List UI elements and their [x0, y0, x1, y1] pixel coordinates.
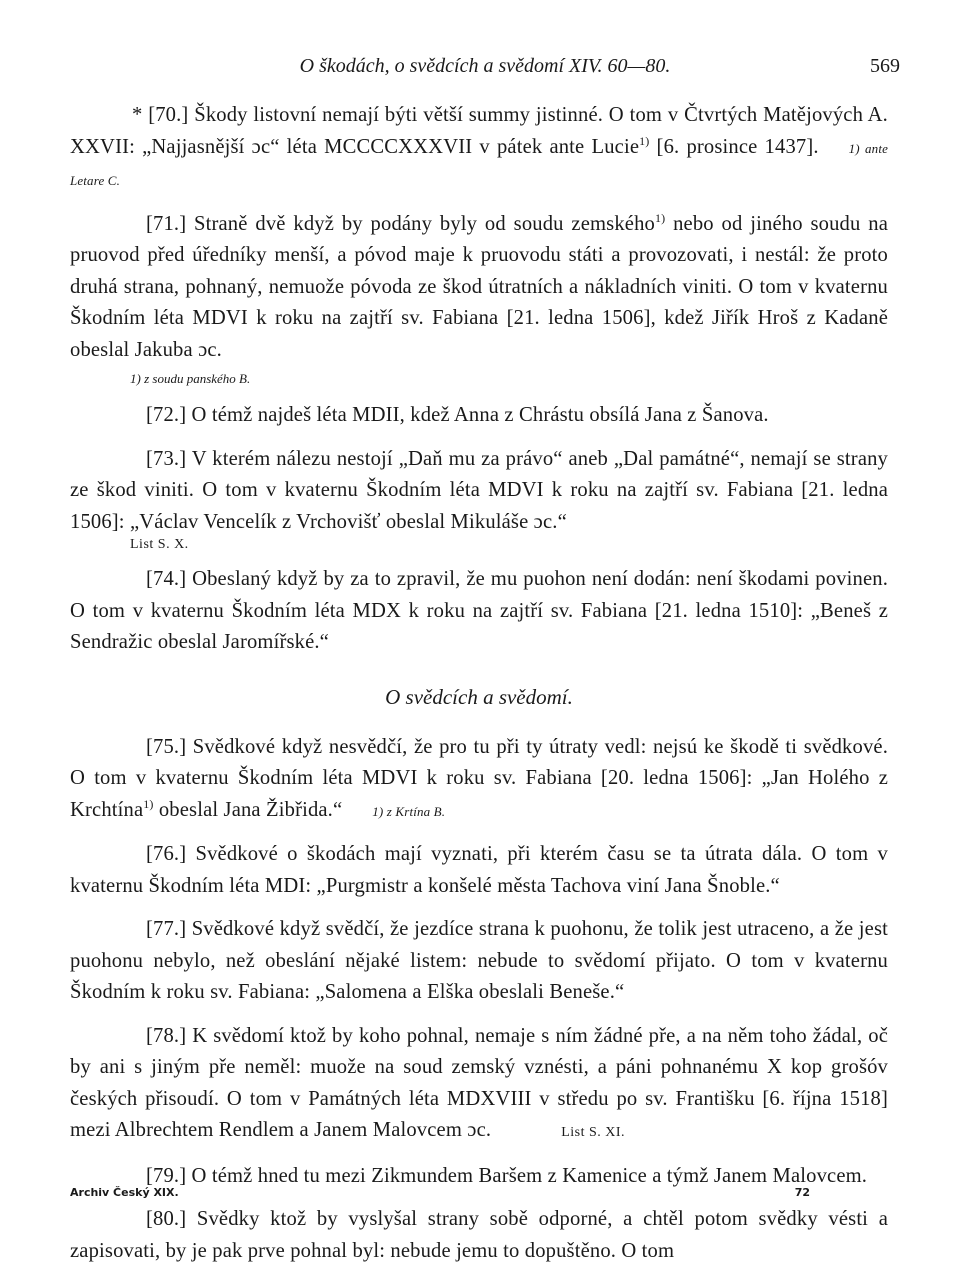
paragraph-75	[70, 732, 888, 828]
paragraph-72: [72.] O témž najdeš léta MDII, kdež Anna z Chrástu obsílá Jana z Šanova.	[146, 404, 769, 426]
paragraph-text: * [70.] Škody listovní nemají býti větší summy jistinné. O tom v Čtvrtých Matějových A. XXVII: „Najjasnější ɔc“ léta MCCCCXXXVII v pátek ante Lucie	[70, 104, 888, 158]
paragraph-77: [77.] Svědkové když svědčí, že jezdíce strana k puohonu, že tolik jest utraceno, a že jest puohonu nebylo, než obeslání nějaké listem: nebude to svědomí přijato. O tom v kvaternu Škodním k roku sv. Fabiana: „Salomena a Elška obeslali Beneše.“	[70, 918, 888, 1003]
list-reference: List S. XI.	[561, 1125, 626, 1140]
footer-source: Archiv Český XIX.	[70, 1186, 179, 1199]
paragraph-text: [71.] Straně dvě když by podány byly od soudu zemského	[146, 212, 655, 235]
paragraph-text: [75.] Svědkové když nesvědčí, že pro tu při ty útraty vedl: nejsú ke škodě ti svědkové. O tom v kvaternu Škodním léta MDVI k roku sv. Fabiana [20. ledna 1506]: „Jan Holého z Krchtína	[70, 735, 888, 821]
paragraph-70	[70, 100, 888, 197]
footer-sheet-number: 72	[794, 1186, 810, 1199]
paragraph-78	[70, 1021, 888, 1149]
running-header	[70, 55, 900, 85]
paragraph-76: [76.] Svědkové o škodách mají vyznati, při kterém času se ta útrata dála. O tom v kvaternu Škodním léta MDI: „Purgmistr a konšelé města Tachova viní Jana Šnoble.“	[70, 843, 888, 897]
paragraph-74: [74.] Obeslaný když by za to zpravil, že mu puohon není dodán: není škodami povinen. O tom v kvaternu Škodním léta MDX k roku na zajtří sv. Fabiana [21. ledna 1510]: „Beneš z Sendražic obeslal Jaromířské.“	[70, 568, 888, 653]
paragraph-80: [80.] Svědky ktož by vyslyšal strany sobě odporné, a chtěl potom svědky vésti a zapisovati, by je pak prve pohnal byl: nebude jemu to dopuštěno. O tom	[70, 1208, 888, 1262]
paragraph-71	[70, 209, 888, 367]
section-heading: O svědcích a svědomí.	[385, 684, 573, 709]
page-number: 569	[870, 55, 900, 77]
footnote-marker: 1)	[654, 210, 666, 225]
footnote: 1) z soudu panského B.	[130, 371, 251, 386]
header-title: O škodách, o svědcích a svědomí XIV. 60—80.	[299, 55, 671, 77]
document-body	[70, 100, 888, 1279]
paragraph-79: [79.] O témž hned tu mezi Zikmundem Baršem z Kamenice a týmž Janem Malovcem.	[146, 1164, 868, 1187]
footnote: 1) z Krtína B.	[372, 803, 446, 819]
paragraph-text-rest: nebo od jiného soudu na pruovod před úředníky menší, a póvod maje k pruovodu státi a provozovati, i nestál: že proto druhá strana, pohnaný, nemuože póvoda ze škod útratních a nákladních viniti. O tom v kvaternu Škodním léta MDVI k roku na zajtří sv. Fabiana [21. ledna 1506], kdež Jiřík Hroš z Kadaně obeslal Jakuba ɔc.	[70, 212, 888, 361]
page-footer	[70, 1186, 810, 1206]
paragraph-73: [73.] V kterém nálezu nestojí „Daň mu za právo“ aneb „Dal památné“, nemají se strany ze škod viniti. O tom v kvaternu Škodním léta MDVI k roku na zajtří sv. Fabiana [21. ledna 1506]: „Václav Vencelík z Vrchovišť obeslal Mikuláše ɔc.“	[70, 447, 888, 533]
paragraph-text-end: [6. prosince 1437].	[649, 135, 819, 158]
list-reference: List S. X.	[130, 537, 189, 552]
footnote: 1) ante Letare C.	[70, 140, 889, 188]
paragraph-text: [78.] K svědomí ktož by koho pohnal, nemaje s ním žádné pře, a na něm toho žádal, oč by ani s jiným pře neměl: muože na soud zemský vznésti, a páni pohnanému X kop grošóv českých přisoudí. O tom v Památných léta MDXVIII v středu po sv. Františku [6. října 1518] mezi Albrechtem Rendlem a Janem Malovcem ɔc.	[70, 1024, 888, 1141]
footnote-marker: 1)	[143, 796, 154, 811]
footnote-marker: 1)	[639, 133, 650, 148]
paragraph-text-end: obeslal Jana Žibřida.“	[153, 798, 343, 821]
